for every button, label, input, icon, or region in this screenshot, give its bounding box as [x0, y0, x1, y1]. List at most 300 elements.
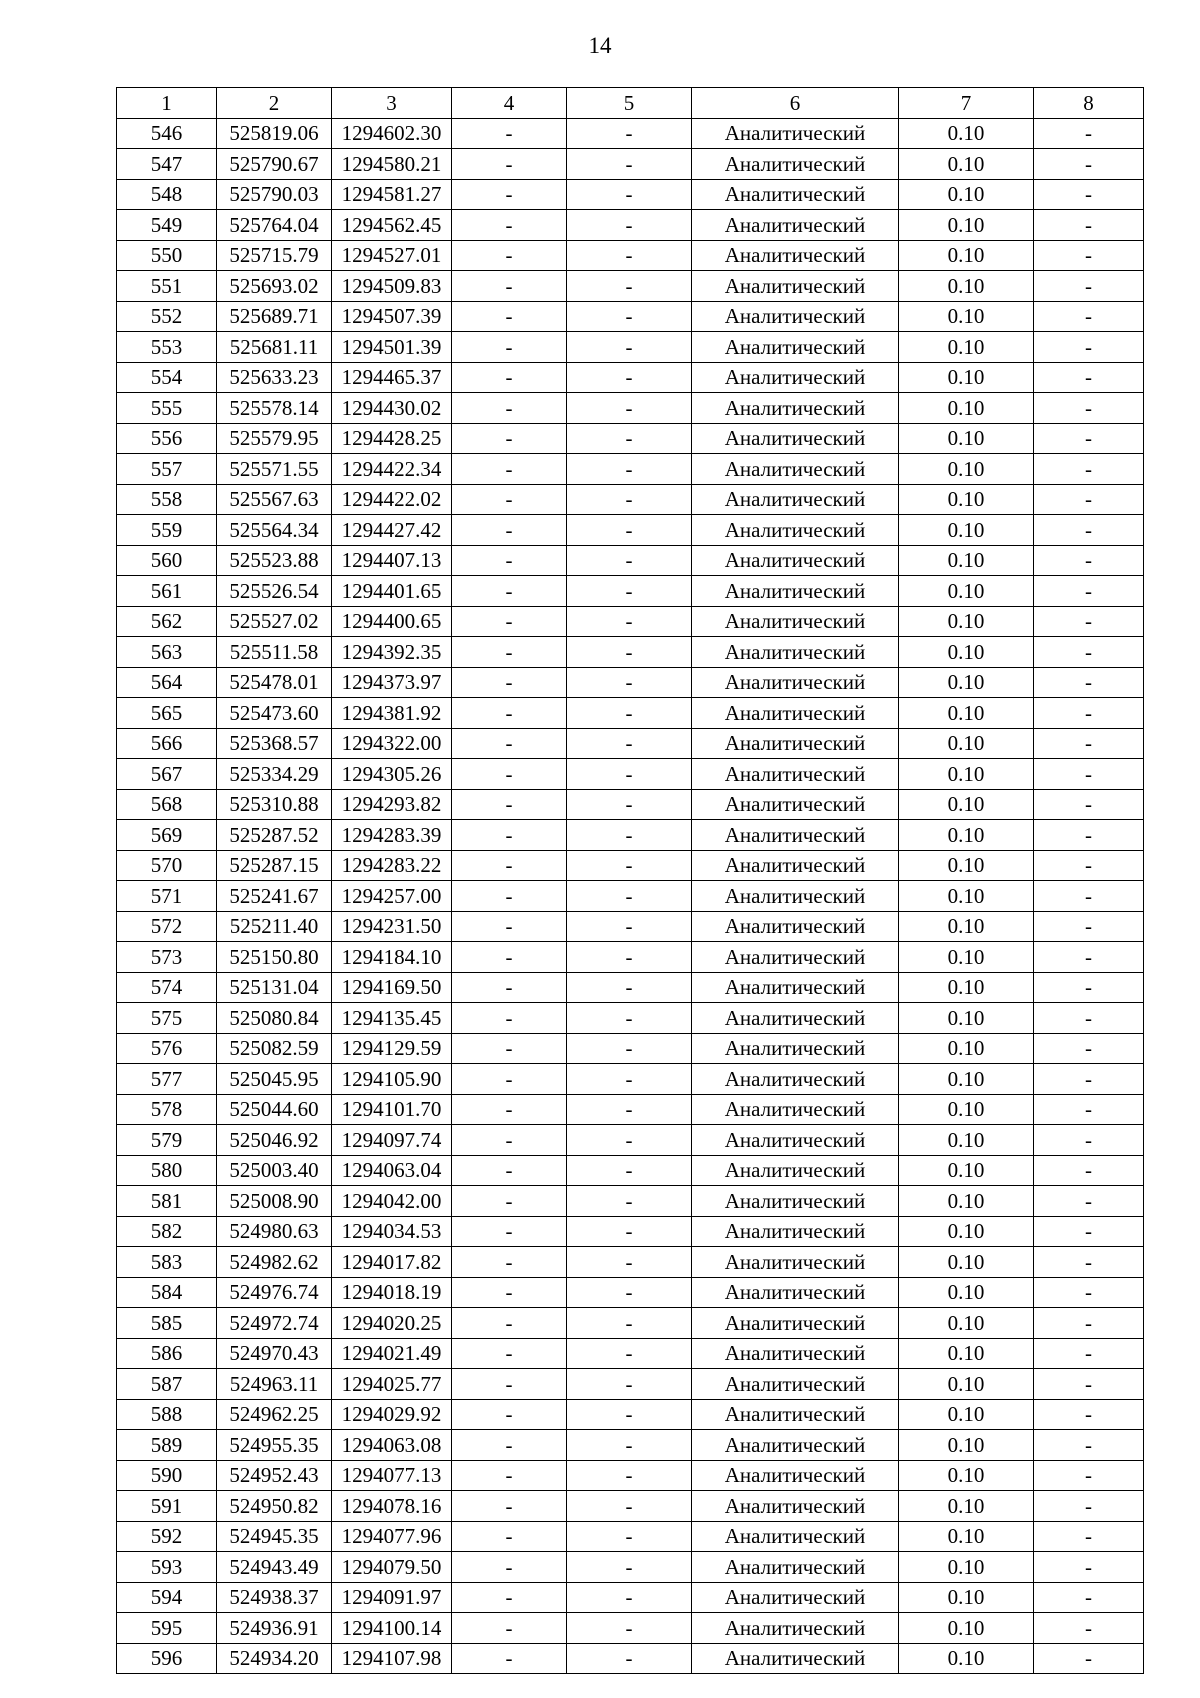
- x-coordinate-cell: 525579.95: [217, 423, 332, 454]
- col-5-cell: -: [567, 1033, 692, 1064]
- y-coordinate-cell: 1294135.45: [332, 1003, 452, 1034]
- method-cell: Аналитический: [692, 423, 899, 454]
- col-4-cell: -: [452, 972, 567, 1003]
- method-cell: Аналитический: [692, 271, 899, 302]
- col-4-cell: -: [452, 271, 567, 302]
- accuracy-cell: 0.10: [899, 1125, 1034, 1156]
- method-cell: Аналитический: [692, 393, 899, 424]
- col-5-cell: -: [567, 759, 692, 790]
- col-5-cell: -: [567, 1582, 692, 1613]
- col-5-cell: -: [567, 1064, 692, 1095]
- table-row: [117, 1094, 1144, 1125]
- accuracy-cell: 0.10: [899, 515, 1034, 546]
- y-coordinate-cell: 1294018.19: [332, 1277, 452, 1308]
- point-number-cell: 556: [117, 423, 217, 454]
- accuracy-cell: 0.10: [899, 454, 1034, 485]
- point-number-cell: 575: [117, 1003, 217, 1034]
- col-5-cell: -: [567, 149, 692, 180]
- y-coordinate-cell: 1294580.21: [332, 149, 452, 180]
- x-coordinate-cell: 524943.49: [217, 1552, 332, 1583]
- table-row: [117, 972, 1144, 1003]
- col-4-cell: -: [452, 1369, 567, 1400]
- col-4-cell: -: [452, 179, 567, 210]
- y-coordinate-cell: 1294097.74: [332, 1125, 452, 1156]
- col-4-cell: -: [452, 1460, 567, 1491]
- col-8-cell: -: [1034, 698, 1144, 729]
- header-row: [117, 88, 1144, 119]
- method-cell: Аналитический: [692, 545, 899, 576]
- col-8-cell: -: [1034, 1613, 1144, 1644]
- table-row: [117, 423, 1144, 454]
- col-4-cell: -: [452, 301, 567, 332]
- point-number-cell: 551: [117, 271, 217, 302]
- y-coordinate-cell: 1294427.42: [332, 515, 452, 546]
- y-coordinate-cell: 1294257.00: [332, 881, 452, 912]
- x-coordinate-cell: 525564.34: [217, 515, 332, 546]
- col-5-cell: -: [567, 972, 692, 1003]
- x-coordinate-cell: 524976.74: [217, 1277, 332, 1308]
- x-coordinate-cell: 525150.80: [217, 942, 332, 973]
- col-5-cell: -: [567, 1216, 692, 1247]
- col-5-cell: -: [567, 1552, 692, 1583]
- accuracy-cell: 0.10: [899, 1430, 1034, 1461]
- col-4-cell: -: [452, 667, 567, 698]
- method-cell: Аналитический: [692, 1216, 899, 1247]
- table-row: [117, 1003, 1144, 1034]
- x-coordinate-cell: 524963.11: [217, 1369, 332, 1400]
- method-cell: Аналитический: [692, 881, 899, 912]
- y-coordinate-cell: 1294507.39: [332, 301, 452, 332]
- col-8-cell: -: [1034, 210, 1144, 241]
- method-cell: Аналитический: [692, 728, 899, 759]
- y-coordinate-cell: 1294079.50: [332, 1552, 452, 1583]
- col-5-cell: -: [567, 1277, 692, 1308]
- accuracy-cell: 0.10: [899, 1247, 1034, 1278]
- col-5-cell: -: [567, 393, 692, 424]
- col-8-cell: -: [1034, 1247, 1144, 1278]
- x-coordinate-cell: 525368.57: [217, 728, 332, 759]
- point-number-cell: 555: [117, 393, 217, 424]
- point-number-cell: 547: [117, 149, 217, 180]
- col-4-cell: -: [452, 911, 567, 942]
- col-8-cell: -: [1034, 332, 1144, 363]
- point-number-cell: 557: [117, 454, 217, 485]
- col-5-cell: -: [567, 240, 692, 271]
- point-number-cell: 563: [117, 637, 217, 668]
- y-coordinate-cell: 1294063.08: [332, 1430, 452, 1461]
- y-coordinate-cell: 1294063.04: [332, 1155, 452, 1186]
- accuracy-cell: 0.10: [899, 698, 1034, 729]
- method-cell: Аналитический: [692, 1155, 899, 1186]
- method-cell: Аналитический: [692, 667, 899, 698]
- col-5-cell: -: [567, 820, 692, 851]
- col-5-cell: -: [567, 332, 692, 363]
- x-coordinate-cell: 524938.37: [217, 1582, 332, 1613]
- col-8-cell: -: [1034, 1125, 1144, 1156]
- table-row: [117, 911, 1144, 942]
- table-row: [117, 240, 1144, 271]
- accuracy-cell: 0.10: [899, 637, 1034, 668]
- table-row: [117, 1643, 1144, 1674]
- col-8-cell: -: [1034, 1369, 1144, 1400]
- col-4-cell: -: [452, 698, 567, 729]
- accuracy-cell: 0.10: [899, 149, 1034, 180]
- point-number-cell: 577: [117, 1064, 217, 1095]
- col-5-cell: -: [567, 423, 692, 454]
- accuracy-cell: 0.10: [899, 423, 1034, 454]
- method-cell: Аналитический: [692, 149, 899, 180]
- method-cell: Аналитический: [692, 1369, 899, 1400]
- method-cell: Аналитический: [692, 1643, 899, 1674]
- y-coordinate-cell: 1294562.45: [332, 210, 452, 241]
- x-coordinate-cell: 524934.20: [217, 1643, 332, 1674]
- x-coordinate-cell: 525790.67: [217, 149, 332, 180]
- table-row: [117, 1155, 1144, 1186]
- point-number-cell: 588: [117, 1399, 217, 1430]
- method-cell: Аналитический: [692, 1460, 899, 1491]
- point-number-cell: 552: [117, 301, 217, 332]
- table-row: [117, 1582, 1144, 1613]
- x-coordinate-cell: 525131.04: [217, 972, 332, 1003]
- x-coordinate-cell: 525523.88: [217, 545, 332, 576]
- method-cell: Аналитический: [692, 576, 899, 607]
- point-number-cell: 591: [117, 1491, 217, 1522]
- x-coordinate-cell: 525008.90: [217, 1186, 332, 1217]
- x-coordinate-cell: 525715.79: [217, 240, 332, 271]
- accuracy-cell: 0.10: [899, 1338, 1034, 1369]
- col-8-cell: -: [1034, 1338, 1144, 1369]
- point-number-cell: 560: [117, 545, 217, 576]
- table-row: [117, 545, 1144, 576]
- col-5-cell: -: [567, 606, 692, 637]
- accuracy-cell: 0.10: [899, 484, 1034, 515]
- accuracy-cell: 0.10: [899, 1582, 1034, 1613]
- method-cell: Аналитический: [692, 1338, 899, 1369]
- x-coordinate-cell: 525526.54: [217, 576, 332, 607]
- table-row: [117, 1216, 1144, 1247]
- y-coordinate-cell: 1294283.39: [332, 820, 452, 851]
- x-coordinate-cell: 525310.88: [217, 789, 332, 820]
- point-number-cell: 596: [117, 1643, 217, 1674]
- method-cell: Аналитический: [692, 362, 899, 393]
- col-8-cell: -: [1034, 1521, 1144, 1552]
- accuracy-cell: 0.10: [899, 1094, 1034, 1125]
- x-coordinate-cell: 525045.95: [217, 1064, 332, 1095]
- point-number-cell: 594: [117, 1582, 217, 1613]
- table-row: [117, 1430, 1144, 1461]
- accuracy-cell: 0.10: [899, 1186, 1034, 1217]
- point-number-cell: 558: [117, 484, 217, 515]
- x-coordinate-cell: 525003.40: [217, 1155, 332, 1186]
- accuracy-cell: 0.10: [899, 728, 1034, 759]
- point-number-cell: 559: [117, 515, 217, 546]
- accuracy-cell: 0.10: [899, 759, 1034, 790]
- accuracy-cell: 0.10: [899, 1521, 1034, 1552]
- col-4-cell: -: [452, 820, 567, 851]
- point-number-cell: 566: [117, 728, 217, 759]
- y-coordinate-cell: 1294101.70: [332, 1094, 452, 1125]
- col-5-cell: -: [567, 1643, 692, 1674]
- table-row: [117, 667, 1144, 698]
- point-number-cell: 571: [117, 881, 217, 912]
- col-4-cell: -: [452, 1247, 567, 1278]
- x-coordinate-cell: 525578.14: [217, 393, 332, 424]
- col-8-cell: -: [1034, 881, 1144, 912]
- col-4-cell: -: [452, 576, 567, 607]
- method-cell: Аналитический: [692, 1582, 899, 1613]
- x-coordinate-cell: 525287.15: [217, 850, 332, 881]
- y-coordinate-cell: 1294381.92: [332, 698, 452, 729]
- point-number-cell: 592: [117, 1521, 217, 1552]
- header-cell-4: 4: [452, 88, 567, 119]
- table-row: [117, 301, 1144, 332]
- y-coordinate-cell: 1294077.13: [332, 1460, 452, 1491]
- x-coordinate-cell: 525241.67: [217, 881, 332, 912]
- method-cell: Аналитический: [692, 332, 899, 363]
- col-5-cell: -: [567, 637, 692, 668]
- y-coordinate-cell: 1294129.59: [332, 1033, 452, 1064]
- table-row: [117, 1460, 1144, 1491]
- col-5-cell: -: [567, 1369, 692, 1400]
- col-4-cell: -: [452, 240, 567, 271]
- col-8-cell: -: [1034, 1003, 1144, 1034]
- col-5-cell: -: [567, 1460, 692, 1491]
- table-row: [117, 1064, 1144, 1095]
- col-4-cell: -: [452, 515, 567, 546]
- col-4-cell: -: [452, 881, 567, 912]
- y-coordinate-cell: 1294401.65: [332, 576, 452, 607]
- method-cell: Аналитический: [692, 1552, 899, 1583]
- method-cell: Аналитический: [692, 820, 899, 851]
- col-5-cell: -: [567, 1247, 692, 1278]
- accuracy-cell: 0.10: [899, 1643, 1034, 1674]
- x-coordinate-cell: 525764.04: [217, 210, 332, 241]
- method-cell: Аналитический: [692, 698, 899, 729]
- x-coordinate-cell: 525080.84: [217, 1003, 332, 1034]
- table-row: [117, 1186, 1144, 1217]
- x-coordinate-cell: 524972.74: [217, 1308, 332, 1339]
- x-coordinate-cell: 525693.02: [217, 271, 332, 302]
- col-5-cell: -: [567, 881, 692, 912]
- col-8-cell: -: [1034, 301, 1144, 332]
- table-row: [117, 454, 1144, 485]
- col-4-cell: -: [452, 1277, 567, 1308]
- col-4-cell: -: [452, 332, 567, 363]
- y-coordinate-cell: 1294100.14: [332, 1613, 452, 1644]
- method-cell: Аналитический: [692, 1521, 899, 1552]
- col-5-cell: -: [567, 1094, 692, 1125]
- col-8-cell: -: [1034, 1155, 1144, 1186]
- y-coordinate-cell: 1294025.77: [332, 1369, 452, 1400]
- col-8-cell: -: [1034, 1491, 1144, 1522]
- y-coordinate-cell: 1294428.25: [332, 423, 452, 454]
- col-8-cell: -: [1034, 240, 1144, 271]
- x-coordinate-cell: 525571.55: [217, 454, 332, 485]
- table-row: [117, 1247, 1144, 1278]
- col-8-cell: -: [1034, 1064, 1144, 1095]
- point-number-cell: 590: [117, 1460, 217, 1491]
- col-8-cell: -: [1034, 1033, 1144, 1064]
- col-8-cell: -: [1034, 1460, 1144, 1491]
- y-coordinate-cell: 1294077.96: [332, 1521, 452, 1552]
- col-4-cell: -: [452, 1125, 567, 1156]
- y-coordinate-cell: 1294107.98: [332, 1643, 452, 1674]
- header-cell-1: 1: [117, 88, 217, 119]
- col-4-cell: -: [452, 149, 567, 180]
- method-cell: Аналитический: [692, 1308, 899, 1339]
- col-5-cell: -: [567, 850, 692, 881]
- y-coordinate-cell: 1294602.30: [332, 118, 452, 149]
- accuracy-cell: 0.10: [899, 1613, 1034, 1644]
- table-row: [117, 850, 1144, 881]
- method-cell: Аналитический: [692, 484, 899, 515]
- col-5-cell: -: [567, 1186, 692, 1217]
- y-coordinate-cell: 1294017.82: [332, 1247, 452, 1278]
- table-row: [117, 637, 1144, 668]
- col-4-cell: -: [452, 1399, 567, 1430]
- accuracy-cell: 0.10: [899, 393, 1034, 424]
- col-8-cell: -: [1034, 545, 1144, 576]
- accuracy-cell: 0.10: [899, 606, 1034, 637]
- point-number-cell: 561: [117, 576, 217, 607]
- col-8-cell: -: [1034, 1552, 1144, 1583]
- y-coordinate-cell: 1294581.27: [332, 179, 452, 210]
- table-row: [117, 1552, 1144, 1583]
- col-5-cell: -: [567, 210, 692, 241]
- col-4-cell: -: [452, 850, 567, 881]
- col-4-cell: -: [452, 1643, 567, 1674]
- accuracy-cell: 0.10: [899, 1277, 1034, 1308]
- col-8-cell: -: [1034, 1430, 1144, 1461]
- point-number-cell: 572: [117, 911, 217, 942]
- col-8-cell: -: [1034, 1582, 1144, 1613]
- col-4-cell: -: [452, 759, 567, 790]
- accuracy-cell: 0.10: [899, 1003, 1034, 1034]
- col-5-cell: -: [567, 1521, 692, 1552]
- method-cell: Аналитический: [692, 1094, 899, 1125]
- table-row: [117, 1125, 1144, 1156]
- method-cell: Аналитический: [692, 1430, 899, 1461]
- col-8-cell: -: [1034, 423, 1144, 454]
- table-row: [117, 942, 1144, 973]
- point-number-cell: 570: [117, 850, 217, 881]
- y-coordinate-cell: 1294322.00: [332, 728, 452, 759]
- col-4-cell: -: [452, 210, 567, 241]
- col-5-cell: -: [567, 271, 692, 302]
- col-4-cell: -: [452, 1338, 567, 1369]
- col-4-cell: -: [452, 637, 567, 668]
- method-cell: Аналитический: [692, 1186, 899, 1217]
- method-cell: Аналитический: [692, 637, 899, 668]
- col-8-cell: -: [1034, 484, 1144, 515]
- x-coordinate-cell: 525819.06: [217, 118, 332, 149]
- col-5-cell: -: [567, 698, 692, 729]
- y-coordinate-cell: 1294021.49: [332, 1338, 452, 1369]
- point-number-cell: 550: [117, 240, 217, 271]
- table-row: [117, 1308, 1144, 1339]
- col-4-cell: -: [452, 1552, 567, 1583]
- method-cell: Аналитический: [692, 240, 899, 271]
- y-coordinate-cell: 1294169.50: [332, 972, 452, 1003]
- point-number-cell: 587: [117, 1369, 217, 1400]
- col-4-cell: -: [452, 1003, 567, 1034]
- y-coordinate-cell: 1294184.10: [332, 942, 452, 973]
- point-number-cell: 573: [117, 942, 217, 973]
- col-4-cell: -: [452, 728, 567, 759]
- col-5-cell: -: [567, 1125, 692, 1156]
- col-4-cell: -: [452, 1613, 567, 1644]
- method-cell: Аналитический: [692, 1247, 899, 1278]
- method-cell: Аналитический: [692, 515, 899, 546]
- method-cell: Аналитический: [692, 759, 899, 790]
- point-number-cell: 579: [117, 1125, 217, 1156]
- col-5-cell: -: [567, 179, 692, 210]
- point-number-cell: 554: [117, 362, 217, 393]
- point-number-cell: 578: [117, 1094, 217, 1125]
- table-row: [117, 1491, 1144, 1522]
- col-5-cell: -: [567, 1338, 692, 1369]
- y-coordinate-cell: 1294422.02: [332, 484, 452, 515]
- col-4-cell: -: [452, 1521, 567, 1552]
- method-cell: Аналитический: [692, 1399, 899, 1430]
- table-body: [117, 118, 1144, 1674]
- header-cell-3: 3: [332, 88, 452, 119]
- accuracy-cell: 0.10: [899, 1308, 1034, 1339]
- col-5-cell: -: [567, 728, 692, 759]
- col-8-cell: -: [1034, 454, 1144, 485]
- method-cell: Аналитический: [692, 850, 899, 881]
- col-8-cell: -: [1034, 667, 1144, 698]
- method-cell: Аналитический: [692, 1064, 899, 1095]
- point-number-cell: 583: [117, 1247, 217, 1278]
- col-4-cell: -: [452, 1216, 567, 1247]
- y-coordinate-cell: 1294078.16: [332, 1491, 452, 1522]
- col-5-cell: -: [567, 545, 692, 576]
- y-coordinate-cell: 1294283.22: [332, 850, 452, 881]
- x-coordinate-cell: 525681.11: [217, 332, 332, 363]
- point-number-cell: 586: [117, 1338, 217, 1369]
- method-cell: Аналитический: [692, 454, 899, 485]
- point-number-cell: 565: [117, 698, 217, 729]
- method-cell: Аналитический: [692, 789, 899, 820]
- col-8-cell: -: [1034, 1277, 1144, 1308]
- col-4-cell: -: [452, 942, 567, 973]
- point-number-cell: 549: [117, 210, 217, 241]
- y-coordinate-cell: 1294509.83: [332, 271, 452, 302]
- col-5-cell: -: [567, 1308, 692, 1339]
- method-cell: Аналитический: [692, 1613, 899, 1644]
- col-4-cell: -: [452, 545, 567, 576]
- col-8-cell: -: [1034, 942, 1144, 973]
- y-coordinate-cell: 1294293.82: [332, 789, 452, 820]
- y-coordinate-cell: 1294029.92: [332, 1399, 452, 1430]
- point-number-cell: 569: [117, 820, 217, 851]
- y-coordinate-cell: 1294407.13: [332, 545, 452, 576]
- x-coordinate-cell: 525527.02: [217, 606, 332, 637]
- table-row: [117, 698, 1144, 729]
- col-4-cell: -: [452, 1064, 567, 1095]
- col-5-cell: -: [567, 1613, 692, 1644]
- accuracy-cell: 0.10: [899, 1399, 1034, 1430]
- y-coordinate-cell: 1294400.65: [332, 606, 452, 637]
- x-coordinate-cell: 524955.35: [217, 1430, 332, 1461]
- accuracy-cell: 0.10: [899, 118, 1034, 149]
- table-row: [117, 515, 1144, 546]
- col-8-cell: -: [1034, 1643, 1144, 1674]
- x-coordinate-cell: 525511.58: [217, 637, 332, 668]
- method-cell: Аналитический: [692, 179, 899, 210]
- col-4-cell: -: [452, 118, 567, 149]
